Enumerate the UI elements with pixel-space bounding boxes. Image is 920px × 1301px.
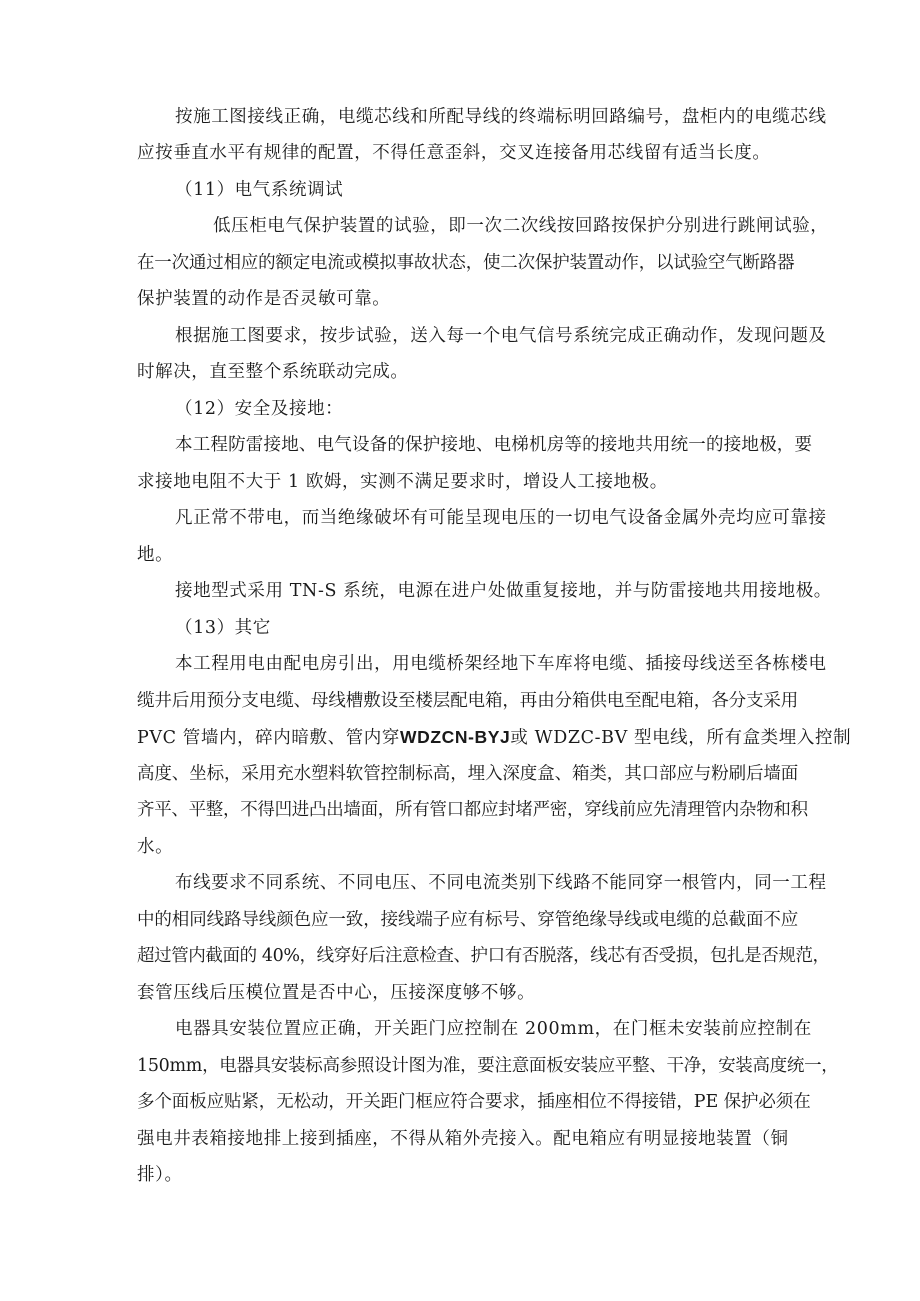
text-line: 求接地电阻不大于 1 欧姆，实测不满足要求时，增设人工接地极。 bbox=[137, 472, 668, 492]
text-segment: PVC 管墙内，碎内暗敷、管内穿 bbox=[137, 728, 400, 748]
text-line: 按施工图接线正确，电缆芯线和所配导线的终端标明回路编号，盘柜内的电缆芯线 bbox=[175, 107, 827, 127]
section-heading: （13）其它 bbox=[175, 618, 271, 638]
text-line: 时解决，直至整个系统联动完成。 bbox=[137, 362, 409, 382]
text-line: 高度、坐标，采用充水塑料软管控制标高，埋入深度盒、箱类，其口部应与粉刷后墙面 bbox=[137, 764, 799, 784]
text-line: 保护装置的动作是否灵敏可靠。 bbox=[137, 289, 391, 309]
section-heading: （11）电气系统调试 bbox=[175, 180, 344, 200]
text-segment: 或 WDZC-BV 型电线，所有盒类埋入控制 bbox=[510, 728, 852, 748]
text-line: 水。 bbox=[137, 837, 174, 857]
text-line: 电器具安装位置应正确，开关距门应控制在 200mm，在门框未安装前应控制在 bbox=[175, 1019, 812, 1039]
text-line: 布线要求不同系统、不同电压、不同电流类别下线路不能同穿一根管内，同一工程 bbox=[175, 873, 827, 893]
text-line: 缆井后用预分支电缆、母线槽敷设至楼层配电箱，再由分箱供电至配电箱，各分支采用 bbox=[137, 691, 799, 711]
text-line: 齐平、平整，不得凹进凸出墙面，所有管口都应封堵严密，穿线前应先清理管内杂物和积 bbox=[137, 800, 808, 820]
text-line: 套管压线后压模位置是否中心，压接深度够不够。 bbox=[137, 983, 536, 1003]
text-line-mixed bbox=[137, 725, 851, 750]
text-line: 多个面板应贴紧，无松动，开关距门框应符合要求，插座相位不得接错，PE 保护必须在 bbox=[137, 1092, 811, 1112]
text-line: 强电井表箱接地排上接到插座，不得从箱外壳接入。配电箱应有明显接地装置（铜 bbox=[137, 1129, 789, 1149]
text-line: 150mm，电器具安装标高参照设计图为准，要注意面板安装应平整、干净，安装高度统一， bbox=[137, 1056, 839, 1076]
text-line: 凡正常不带电，而当绝缘破坏有可能呈现电压的一切电气设备金属外壳均应可靠接 bbox=[175, 508, 827, 528]
text-line: 本工程防雷接地、电气设备的保护接地、电梯机房等的接地共用统一的接地极，要 bbox=[175, 435, 813, 455]
text-line: 中的相同线路导线颜色应一致，接线端子应有标号、穿管绝缘导线或电缆的总截面不应 bbox=[137, 910, 799, 930]
section-heading: （12）安全及接地： bbox=[175, 399, 344, 419]
text-line: 超过管内截面的 40%，线穿好后注意检查、护口有否脱落，线芯有否受损，包扎是否规范， bbox=[137, 946, 830, 966]
text-line: 在一次通过相应的额定电流或模拟事故状态，使二次保护装置动作，以试验空气断路器 bbox=[137, 253, 795, 273]
text-line: 低压柜电气保护装置的试验，即一次二次线按回路按保护分别进行跳闸试验， bbox=[213, 216, 829, 236]
text-line: 本工程用电由配电房引出，用电缆桥架经地下车库将电缆、插接母线送至各栋楼电 bbox=[175, 654, 827, 674]
text-line: 应按垂直水平有规律的配置，不得任意歪斜，交叉连接备用芯线留有适当长度。 bbox=[137, 143, 771, 163]
text-line: 根据施工图要求，按步试验，送入每一个电气信号系统完成正确动作，发现问题及 bbox=[175, 326, 827, 346]
text-line: 地。 bbox=[137, 545, 174, 565]
wire-model-code: WDZCN-BYJ bbox=[399, 727, 511, 747]
text-line: 排）。 bbox=[137, 1165, 183, 1185]
text-line: 接地型式采用 TN-S 系统，电源在进户处做重复接地，并与防雷接地共用接地极。 bbox=[175, 581, 832, 601]
